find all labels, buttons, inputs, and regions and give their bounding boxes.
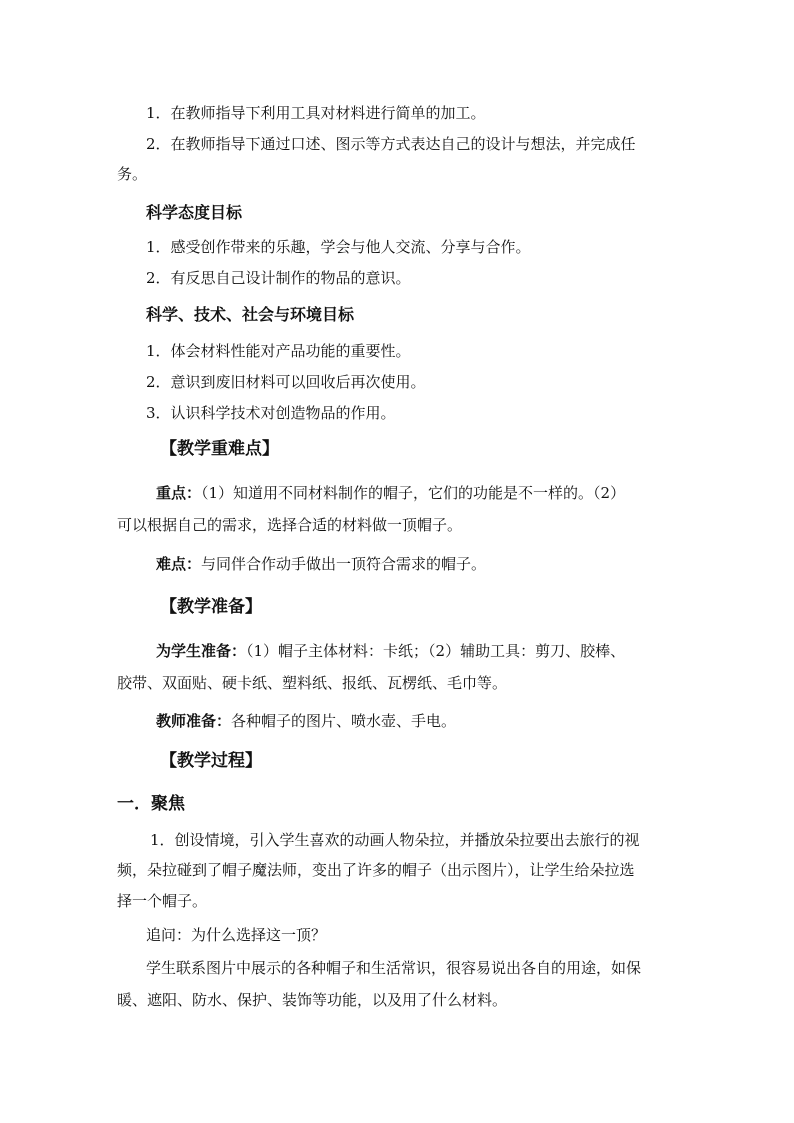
- student-prep-label: 为学生准备：: [156, 642, 247, 660]
- teacher-prep-text: 各种帽子的图片、喷水壶、手电。: [231, 712, 457, 730]
- step-1-line-1: 1．创设情境，引入学生喜欢的动画人物朵拉，并播放朵拉要出去旅行的视: [150, 831, 640, 849]
- stse-goal-item-2: 2．意识到废旧材料可以回收后再次使用。: [146, 373, 426, 391]
- stse-goal-item-3: 3．认识科学技术对创造物品的作用。: [146, 404, 396, 422]
- skill-goal-item-2-cont: 务。: [117, 165, 148, 183]
- step-1-line-2: 频，朵拉碰到了帽子魔法师，变出了许多的帽子（出示图片），让学生给朵拉选: [117, 861, 635, 879]
- difficulty-text: 与同伴合作动手做出一顶符合需求的帽子。: [201, 555, 487, 573]
- student-prep-text-1: （1）帽子主体材料：卡纸；（2）辅助工具：剪刀、胶棒、: [246, 642, 626, 660]
- step-1-line-3: 择一个帽子。: [117, 892, 208, 910]
- focus-paragraph-cont: 可以根据自己的需求，选择合适的材料做一顶帽子。: [117, 516, 463, 534]
- stse-goal-item-1: 1．体会材料性能对产品功能的重要性。: [146, 342, 411, 360]
- attitude-goal-item-1: 1．感受创作带来的乐趣，学会与他人交流、分享与合作。: [146, 238, 531, 256]
- focus-label: 重点：: [156, 484, 202, 502]
- teacher-prep-paragraph: [156, 706, 716, 736]
- follow-up-question: 追问：为什么选择这一顶？: [146, 926, 327, 944]
- focus-paragraph: [156, 478, 716, 508]
- focus-text-1: （1）知道用不同材料制作的帽子，它们的功能是不一样的。（2）: [201, 484, 626, 502]
- process-section-title: 【教学过程】: [160, 751, 262, 771]
- stse-goals-heading: 科学、技术、社会与环境目标: [146, 305, 355, 324]
- attitude-goals-heading: 科学态度目标: [146, 203, 243, 222]
- difficulty-label: 难点：: [156, 555, 202, 573]
- key-points-section-title: 【教学重难点】: [160, 439, 279, 459]
- student-prep-paragraph: [156, 636, 716, 666]
- preparation-section-title: 【教学准备】: [160, 597, 262, 617]
- teacher-prep-label: 教师准备：: [156, 712, 232, 730]
- skill-goal-item-2: 2．在教师指导下通过口述、图示等方式表达自己的设计与想法，并完成任: [146, 135, 636, 153]
- part-1-title: 一．聚焦: [117, 794, 185, 814]
- student-prep-paragraph-cont: 胶带、双面贴、硬卡纸、塑料纸、报纸、瓦楞纸、毛巾等。: [117, 674, 508, 692]
- answer-line-1: 学生联系图片中展示的各种帽子和生活常识，很容易说出各自的用途，如保: [146, 959, 642, 977]
- difficulty-paragraph: [156, 549, 716, 579]
- skill-goal-item-1: 1．在教师指导下利用工具对材料进行简单的加工。: [146, 104, 486, 122]
- answer-line-2: 暖、遮阳、防水、保护、装饰等功能，以及用了什么材料。: [117, 991, 508, 1009]
- attitude-goal-item-2: 2．有反思自己设计制作的物品的意识。: [146, 269, 411, 287]
